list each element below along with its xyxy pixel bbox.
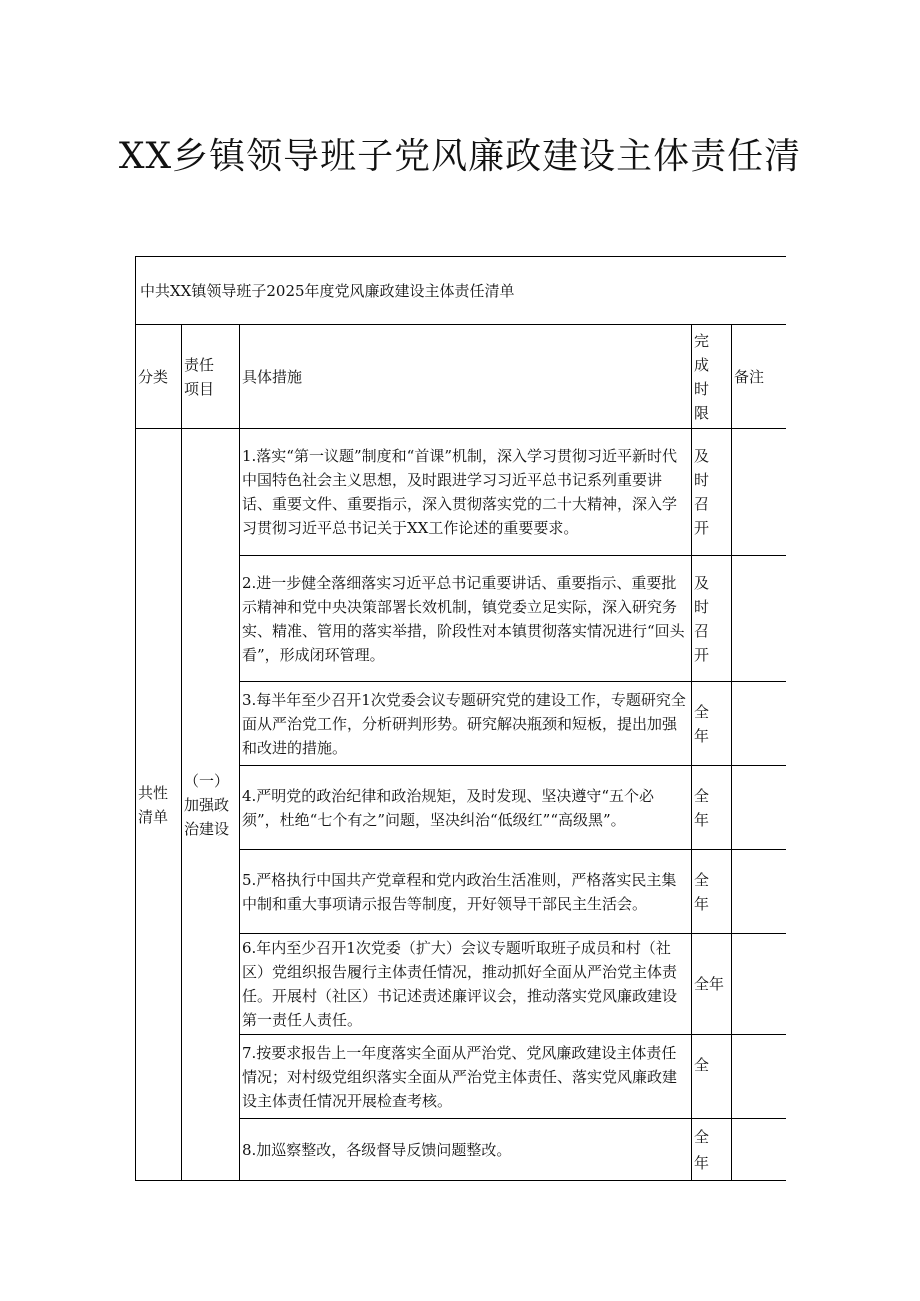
remark-cell — [732, 766, 786, 850]
measure-cell: 6.年内至少召开1次党委（扩大）会议专题听取班子成员和村（社区）党组织报告履行主体责任情况，推动抓好全面从严治党主体责任。开展村（社区）书记述责述廉评议会，推动落实党风廉政建设第一责任人责任。 — [240, 934, 692, 1035]
deadline-char: 开 — [694, 519, 710, 537]
header-measure: 具体措施 — [240, 325, 692, 429]
deadline-cell — [692, 429, 732, 556]
measure-cell: 4.严明党的政治纪律和政治规矩，及时发现、坚决遵守“五个必须”，杜绝“七个有之”问题，坚决纠治“低级红”“高级黑”。 — [240, 766, 692, 850]
header-deadline-char: 完 — [694, 331, 710, 350]
deadline-char: 召 — [694, 495, 710, 513]
deadline-char: 全 — [694, 870, 710, 889]
deadline-char: 年 — [694, 726, 710, 745]
project-line1: （一） — [184, 771, 230, 790]
header-category: 分类 — [136, 325, 182, 429]
deadline-cell — [692, 556, 732, 682]
measure-cell: 3.每半年至少召开1次党委会议专题研究党的建设工作，专题研究全面从严治党工作，分析研判形势。研究解决瓶颈和短板，提出加强和改进的措施。 — [240, 682, 692, 766]
header-project-line2: 项目 — [184, 379, 215, 398]
deadline-char: 年 — [694, 1153, 710, 1172]
remark-cell — [732, 429, 786, 556]
document-title: XX乡镇领导班子党风廉政建设主体责任清 — [118, 136, 802, 177]
category-cell — [136, 429, 182, 1181]
table-row — [136, 429, 786, 556]
deadline-char: 年 — [694, 810, 710, 829]
remark-cell — [732, 934, 786, 1035]
deadline-char: 及 — [694, 573, 710, 592]
deadline-cell — [692, 1035, 732, 1119]
header-deadline-char: 时 — [694, 379, 710, 398]
remark-cell — [732, 850, 786, 934]
deadline-char: 时 — [694, 471, 710, 489]
project-line3: 治建设 — [184, 819, 230, 838]
deadline-char: 全年 — [694, 975, 725, 993]
remark-cell — [732, 556, 786, 682]
measure-cell: 5.严格执行中国共产党章程和党内政治生活准则，严格落实民主集中制和重大事项请示报告等制度，开好领导干部民主生活会。 — [240, 850, 692, 934]
measure-cell: 8.加巡察整改，各级督导反馈问题整改。 — [240, 1119, 692, 1181]
table-header-row — [136, 325, 786, 429]
deadline-char: 开 — [694, 645, 710, 664]
table-caption-row — [136, 257, 786, 325]
category-line1: 共性 — [138, 783, 169, 802]
deadline-cell — [692, 1119, 732, 1181]
deadline-char: 时 — [694, 597, 710, 616]
deadline-cell — [692, 850, 732, 934]
header-project-line1: 责任 — [184, 355, 215, 374]
table-caption: 中共XX镇领导班子2025年度党风廉政建设主体责任清单 — [140, 281, 515, 300]
table-caption-cell — [136, 257, 786, 325]
deadline-cell — [692, 934, 732, 1035]
responsibility-table — [135, 256, 786, 1181]
measure-cell: 2.进一步健全落细落实习近平总书记重要讲话、重要指示、重要批示精神和党中央决策部署长效机制，镇党委立足实际，深入研究务实、精准、管用的落实举措，阶段性对本镇贯彻落实情况进行“回头看”，形成闭环管理。 — [240, 556, 692, 682]
remark-cell — [732, 1035, 786, 1119]
deadline-cell — [692, 682, 732, 766]
deadline-char: 全 — [694, 702, 710, 721]
deadline-char: 召 — [694, 621, 710, 640]
deadline-char: 全 — [694, 786, 710, 805]
remark-cell — [732, 1119, 786, 1181]
project-cell — [182, 429, 240, 1181]
header-deadline-char: 限 — [694, 403, 710, 422]
deadline-cell — [692, 766, 732, 850]
measure-cell: 7.按要求报告上一年度落实全面从严治党、党风廉政建设主体责任情况；对村级党组织落实全面从严治党主体责任、落实党风廉政建设主体责任情况开展检查考核。 — [240, 1035, 692, 1119]
measure-cell: 1.落实“第一议题”制度和“首课”机制，深入学习贯彻习近平新时代中国特色社会主义思想，及时跟进学习习近平总书记系列重要讲话、重要文件、重要指示，深入贯彻落实党的二十大精神，深入学习贯彻习近平总书记关于XX工作论述的重要要求。 — [240, 429, 692, 556]
header-deadline-char: 成 — [694, 355, 710, 374]
category-line2: 清单 — [138, 807, 169, 826]
deadline-char: 及 — [694, 447, 710, 465]
remark-cell — [732, 682, 786, 766]
deadline-char: 全 — [694, 1056, 710, 1074]
project-line2: 加强政 — [184, 795, 230, 814]
header-remark: 备注 — [732, 325, 786, 429]
header-deadline — [692, 325, 732, 429]
header-project — [182, 325, 240, 429]
deadline-char: 年 — [694, 894, 710, 913]
deadline-char: 全 — [694, 1127, 710, 1146]
